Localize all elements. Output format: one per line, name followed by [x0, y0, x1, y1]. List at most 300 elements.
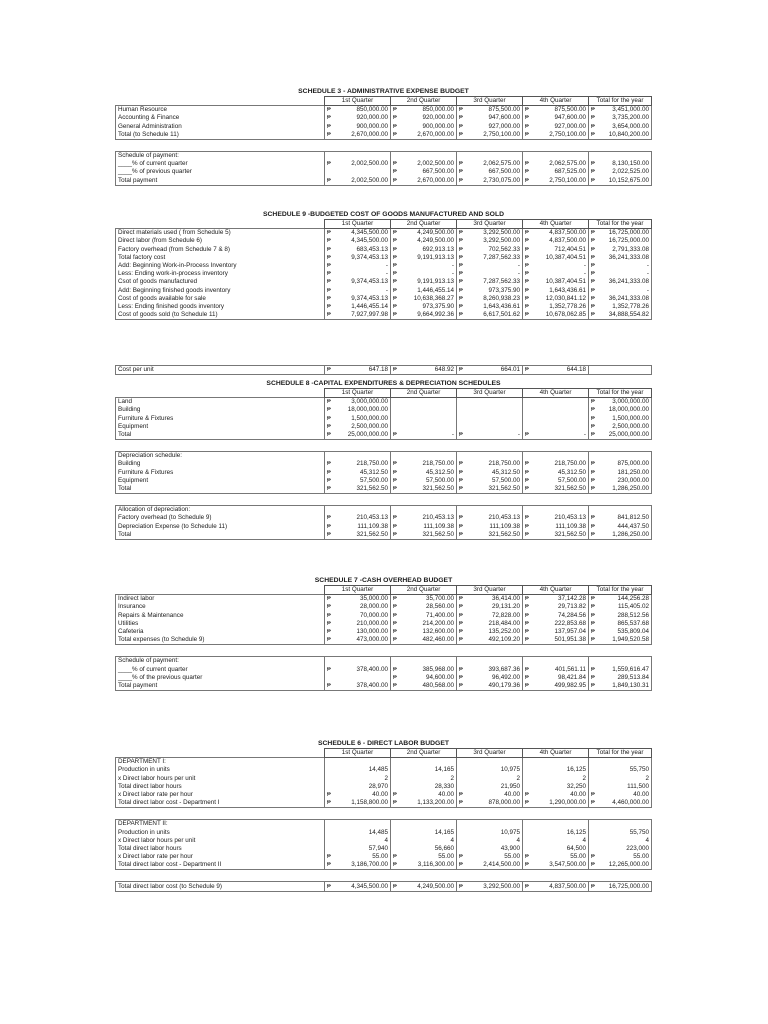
schedule-s8: [115, 380, 652, 540]
cell-value: 135,252.00: [488, 628, 520, 636]
cell-value: 878,000.00: [488, 799, 520, 807]
value-cell: [325, 791, 391, 799]
table-row: [116, 799, 652, 808]
header-blank: [116, 586, 325, 595]
value-cell: [391, 612, 457, 620]
peso-sign: ₱: [591, 637, 595, 644]
peso-sign: ₱: [459, 246, 463, 253]
cell-value: 4,345,500.00: [351, 229, 388, 237]
table-row: [116, 303, 652, 311]
value-cell: [391, 160, 457, 168]
peso-sign: ₱: [459, 469, 463, 476]
value-cell: [391, 254, 457, 262]
value-cell: [391, 114, 457, 122]
table-row: [116, 177, 652, 186]
value-cell: [457, 254, 523, 262]
cell-value: 875,500.00: [554, 106, 586, 114]
value-cell: 14,485: [325, 829, 391, 837]
table-row: [116, 254, 652, 262]
schedule-title: SCHEDULE 9 -BUDGETED COST OF GOODS MANUFACTURED AND SOLD: [262, 211, 505, 218]
cell-value: 9,191,913.13: [417, 278, 454, 286]
peso-sign: ₱: [459, 604, 463, 611]
value-cell: 4: [325, 837, 391, 845]
peso-sign: ₱: [393, 674, 397, 681]
cell-value: 1,133,200.00: [417, 799, 454, 807]
cell-value: -: [385, 270, 388, 278]
peso-sign: ₱: [591, 238, 595, 245]
cell-value: 9,664,992.36: [417, 311, 454, 319]
value-cell: [325, 477, 391, 485]
peso-sign: ₱: [327, 271, 331, 278]
value-cell: [523, 861, 589, 870]
cell-value: 16,725,000.00: [608, 237, 649, 245]
cell-value: 214,200.00: [422, 619, 454, 627]
peso-sign: ₱: [525, 682, 529, 689]
cell-value: 289,513.84: [617, 673, 649, 681]
peso-sign: ₱: [591, 629, 595, 636]
row-label: Insurance: [116, 603, 325, 611]
value-cell: [523, 431, 589, 440]
peso-sign: ₱: [591, 523, 595, 530]
peso-sign: ₱: [393, 287, 397, 294]
peso-sign: ₱: [591, 883, 595, 890]
peso-sign: ₱: [459, 523, 463, 530]
value-cell: [391, 485, 457, 494]
value-cell: [523, 485, 589, 494]
row-label: Building: [116, 406, 325, 414]
cell-value: 29,713.82: [557, 603, 586, 611]
peso-sign: ₱: [591, 862, 595, 869]
peso-sign: ₱: [459, 279, 463, 286]
peso-sign: ₱: [327, 115, 331, 122]
value-cell: [523, 758, 589, 767]
value-cell: [325, 514, 391, 522]
peso-sign: ₱: [327, 682, 331, 689]
value-cell: [391, 270, 457, 278]
peso-sign: ₱: [327, 246, 331, 253]
peso-sign: ₱: [393, 230, 397, 237]
block-gap: [116, 870, 652, 882]
cell-value: 1,500,000.00: [612, 414, 649, 422]
value-cell: [523, 469, 589, 477]
cell-value: 667,500.00: [488, 168, 520, 176]
cell-value: 841,812.50: [617, 514, 649, 522]
value-cell: [589, 791, 652, 799]
value-cell: [523, 303, 589, 311]
peso-sign: ₱: [525, 800, 529, 807]
cell-value: 490,179.36: [488, 681, 520, 689]
peso-sign: ₱: [393, 682, 397, 689]
peso-sign: ₱: [525, 461, 529, 468]
peso-sign: ₱: [525, 115, 529, 122]
peso-sign: ₱: [327, 312, 331, 319]
peso-sign: ₱: [393, 271, 397, 278]
cell-value: 2,750,100.00: [549, 176, 586, 184]
peso-sign: ₱: [393, 279, 397, 286]
value-cell: [523, 270, 589, 278]
value-cell: [325, 229, 391, 238]
value-cell: [589, 612, 652, 620]
value-cell: [457, 452, 523, 461]
value-cell: [391, 262, 457, 270]
peso-sign: ₱: [591, 254, 595, 261]
peso-sign: ₱: [459, 367, 463, 374]
cell-value: 1,286,250.00: [612, 530, 649, 538]
value-cell: [589, 682, 652, 691]
value-cell: [589, 460, 652, 468]
value-cell: [325, 123, 391, 131]
column-header: Total for the year: [589, 220, 652, 229]
peso-sign: ₱: [393, 862, 397, 869]
peso-sign: ₱: [525, 596, 529, 603]
cell-value: -: [646, 270, 649, 278]
block-gap: [116, 139, 652, 151]
header-row: [116, 97, 652, 106]
cell-value: 4,460,000.00: [612, 799, 649, 807]
value-cell: [325, 278, 391, 286]
table-row: [116, 620, 652, 628]
peso-sign: ₱: [459, 115, 463, 122]
peso-sign: ₱: [327, 303, 331, 310]
value-cell: [325, 522, 391, 530]
value-cell: [589, 415, 652, 423]
value-cell: [523, 168, 589, 176]
cell-value: 7,287,562.33: [483, 278, 520, 286]
value-cell: [523, 295, 589, 303]
column-header: 4th Quarter: [523, 389, 589, 398]
table-row: [116, 311, 652, 320]
value-cell: [391, 522, 457, 530]
value-cell: [589, 514, 652, 522]
peso-sign: ₱: [591, 854, 595, 861]
table-row: [116, 123, 652, 131]
table-row: [116, 845, 652, 853]
peso-sign: ₱: [459, 883, 463, 890]
value-cell: 111,500: [589, 783, 652, 791]
peso-sign: ₱: [525, 271, 529, 278]
value-cell: [589, 229, 652, 238]
peso-sign: ₱: [393, 523, 397, 530]
column-header: 3rd Quarter: [457, 749, 523, 758]
column-header: Total for the year: [589, 97, 652, 106]
peso-sign: ₱: [393, 629, 397, 636]
peso-sign: ₱: [525, 238, 529, 245]
value-cell: [589, 278, 652, 286]
value-cell: [325, 460, 391, 468]
peso-sign: ₱: [525, 674, 529, 681]
value-cell: [523, 452, 589, 461]
value-cell: 2: [523, 775, 589, 783]
cell-value: 45,312.50: [557, 468, 586, 476]
cell-value: 10,678,062.85: [545, 311, 586, 319]
value-cell: [523, 791, 589, 799]
cell-value: 35,700.00: [425, 595, 454, 603]
cell-value: 210,453.13: [554, 514, 586, 522]
value-cell: [457, 106, 523, 115]
table-row: [116, 485, 652, 494]
peso-sign: ₱: [459, 637, 463, 644]
schedule-title: SCHEDULE 7 -CASH OVERHEAD BUDGET: [314, 577, 453, 584]
row-label: Total: [116, 485, 325, 494]
value-cell: [523, 612, 589, 620]
schedule-cpu: [115, 365, 652, 375]
cell-value: 70,000.00: [359, 611, 388, 619]
value-cell: [589, 123, 652, 131]
cell-value: 40.00: [438, 791, 454, 799]
table-row: [116, 775, 652, 783]
table-row: [116, 628, 652, 636]
peso-sign: ₱: [393, 531, 397, 538]
cell-value: 535,809.04: [617, 628, 649, 636]
cell-value: -: [385, 286, 388, 294]
value-cell: [325, 485, 391, 494]
peso-sign: ₱: [525, 177, 529, 184]
value-cell: [391, 246, 457, 254]
value-cell: [391, 603, 457, 611]
value-cell: [457, 278, 523, 286]
value-cell: [589, 106, 652, 115]
cell-value: 501,951.38: [554, 636, 586, 644]
peso-sign: ₱: [459, 461, 463, 468]
peso-sign: ₱: [459, 432, 463, 439]
peso-sign: ₱: [327, 161, 331, 168]
column-header: Total for the year: [589, 586, 652, 595]
value-cell: [523, 366, 589, 375]
peso-sign: ₱: [525, 629, 529, 636]
value-cell: [391, 106, 457, 115]
row-label: x Direct labor rate per hour: [116, 791, 325, 799]
value-cell: [391, 477, 457, 485]
cell-value: 9,374,453.13: [351, 253, 388, 261]
value-cell: [589, 758, 652, 767]
value-cell: [589, 477, 652, 485]
value-cell: [523, 506, 589, 515]
peso-sign: ₱: [393, 246, 397, 253]
column-header: 2nd Quarter: [391, 749, 457, 758]
value-cell: [391, 636, 457, 645]
column-header: 2nd Quarter: [391, 389, 457, 398]
peso-sign: ₱: [327, 477, 331, 484]
cell-value: 12,030,841.12: [545, 294, 586, 302]
peso-sign: ₱: [459, 674, 463, 681]
value-cell: [457, 398, 523, 407]
peso-sign: ₱: [591, 407, 595, 414]
value-cell: [325, 853, 391, 861]
peso-sign: ₱: [525, 883, 529, 890]
cell-value: 18,000,000.00: [608, 406, 649, 414]
value-cell: [457, 160, 523, 168]
header-blank: [116, 389, 325, 398]
cell-value: -: [451, 262, 454, 270]
peso-sign: ₱: [459, 123, 463, 130]
peso-sign: ₱: [393, 169, 397, 176]
peso-sign: ₱: [393, 131, 397, 138]
cell-value: 321,562.50: [422, 530, 454, 538]
value-cell: [457, 882, 523, 891]
gap-cell: [116, 440, 652, 452]
row-label: ____% of previous quarter: [116, 168, 325, 176]
value-cell: [523, 160, 589, 168]
cell-value: -: [583, 270, 586, 278]
peso-sign: ₱: [327, 177, 331, 184]
row-label: ____% of current quarter: [116, 666, 325, 674]
schedule-s7: [115, 577, 652, 691]
value-cell: [589, 168, 652, 176]
cell-value: 57,500.00: [359, 476, 388, 484]
peso-sign: ₱: [591, 461, 595, 468]
cell-value: 3,292,500.00: [483, 237, 520, 245]
value-cell: [523, 262, 589, 270]
value-cell: [457, 612, 523, 620]
column-header: 3rd Quarter: [457, 586, 523, 595]
value-cell: 21,950: [457, 783, 523, 791]
value-cell: 14,485: [325, 766, 391, 774]
cell-value: 4,345,500.00: [351, 237, 388, 245]
cell-value: -: [385, 262, 388, 270]
cell-value: 3,451,000.00: [612, 106, 649, 114]
value-cell: 43,900: [457, 845, 523, 853]
value-cell: [457, 506, 523, 515]
peso-sign: ₱: [393, 469, 397, 476]
schedule-title: SCHEDULE 3 - ADMINISTRATIVE EXPENSE BUDGET: [298, 88, 469, 95]
cell-value: 321,562.50: [356, 484, 388, 492]
value-cell: 10,975: [457, 829, 523, 837]
value-cell: [457, 595, 523, 604]
schedule-table: [115, 96, 652, 186]
peso-sign: ₱: [459, 287, 463, 294]
table-row: [116, 522, 652, 530]
column-header: 4th Quarter: [523, 749, 589, 758]
cell-value: 1,949,520.58: [612, 636, 649, 644]
cell-value: 3,000,000.00: [351, 398, 388, 406]
gap-cell: [116, 494, 652, 506]
value-cell: [523, 682, 589, 691]
value-cell: [325, 151, 391, 160]
value-cell: [589, 114, 652, 122]
table-row: [116, 820, 652, 829]
peso-sign: ₱: [591, 432, 595, 439]
peso-sign: ₱: [327, 792, 331, 799]
peso-sign: ₱: [327, 399, 331, 406]
row-label: Allocation of depreciation:: [116, 506, 325, 515]
cell-value: 36,241,333.08: [608, 294, 649, 302]
column-header: 2nd Quarter: [391, 586, 457, 595]
peso-sign: ₱: [591, 279, 595, 286]
row-label: Direct labor (from Schedule 6): [116, 237, 325, 245]
cell-value: 3,292,500.00: [483, 229, 520, 237]
peso-sign: ₱: [591, 604, 595, 611]
cell-value: 10,638,368.27: [413, 294, 454, 302]
table-row: [116, 791, 652, 799]
row-label: Cafeteria: [116, 628, 325, 636]
value-cell: [325, 861, 391, 870]
value-cell: [391, 151, 457, 160]
cell-value: 321,562.50: [422, 484, 454, 492]
value-cell: [589, 452, 652, 461]
peso-sign: ₱: [525, 254, 529, 261]
table-row: [116, 829, 652, 837]
cell-value: 667,500.00: [422, 168, 454, 176]
peso-sign: ₱: [459, 800, 463, 807]
value-cell: [391, 311, 457, 320]
peso-sign: ₱: [591, 107, 595, 114]
cell-value: 36,414.00: [491, 595, 520, 603]
value-cell: [523, 657, 589, 666]
peso-sign: ₱: [393, 477, 397, 484]
row-label: Schedule of payment:: [116, 151, 325, 160]
cell-value: 16,725,000.00: [608, 229, 649, 237]
value-cell: [589, 177, 652, 186]
cell-value: 1,352,778.26: [549, 302, 586, 310]
peso-sign: ₱: [393, 612, 397, 619]
cell-value: 644.18: [566, 366, 586, 374]
cell-value: 40.00: [372, 791, 388, 799]
cell-value: 492,109.20: [488, 636, 520, 644]
header-row: [116, 220, 652, 229]
table-row: [116, 595, 652, 604]
row-label: ____% of current quarter: [116, 160, 325, 168]
peso-sign: ₱: [393, 367, 397, 374]
table-row: [116, 262, 652, 270]
row-label: DEPARTMENT II:: [116, 820, 325, 829]
cell-value: -: [451, 431, 454, 439]
row-label: Total factory cost: [116, 254, 325, 262]
peso-sign: ₱: [327, 107, 331, 114]
cell-value: 94,600.00: [425, 673, 454, 681]
peso-sign: ₱: [459, 612, 463, 619]
peso-sign: ₱: [327, 123, 331, 130]
cell-value: 401,561.11: [554, 665, 586, 673]
cell-value: 210,453.13: [488, 514, 520, 522]
value-cell: [589, 295, 652, 303]
cell-value: 712,404.51: [554, 245, 586, 253]
cell-value: 385,968.00: [422, 665, 454, 673]
cell-value: 480,568.00: [422, 681, 454, 689]
value-cell: [391, 758, 457, 767]
value-cell: [457, 485, 523, 494]
cell-value: 36,241,333.08: [608, 253, 649, 261]
peso-sign: ₱: [525, 604, 529, 611]
row-label: Utilities: [116, 620, 325, 628]
table-row: [116, 295, 652, 303]
value-cell: [457, 460, 523, 468]
row-label: Furniture & Fixtures: [116, 415, 325, 423]
peso-sign: ₱: [591, 123, 595, 130]
cell-value: 3,654,000.00: [612, 122, 649, 130]
value-cell: [589, 636, 652, 645]
cell-value: 920,000.00: [356, 114, 388, 122]
cell-value: 664.01: [500, 366, 520, 374]
peso-sign: ₱: [525, 469, 529, 476]
row-label: Total: [116, 531, 325, 540]
cell-value: -: [517, 431, 520, 439]
value-cell: [457, 657, 523, 666]
value-cell: [325, 531, 391, 540]
peso-sign: ₱: [459, 515, 463, 522]
value-cell: [457, 853, 523, 861]
cell-value: 444,437.50: [617, 522, 649, 530]
value-cell: [457, 522, 523, 530]
value-cell: 28,970: [325, 783, 391, 791]
cell-value: 45,312.50: [491, 468, 520, 476]
peso-sign: ₱: [327, 800, 331, 807]
peso-sign: ₱: [591, 177, 595, 184]
value-cell: [325, 882, 391, 891]
cell-value: 288,512.56: [617, 611, 649, 619]
table-row: [116, 612, 652, 620]
header-row: [116, 389, 652, 398]
table-row: [116, 861, 652, 870]
